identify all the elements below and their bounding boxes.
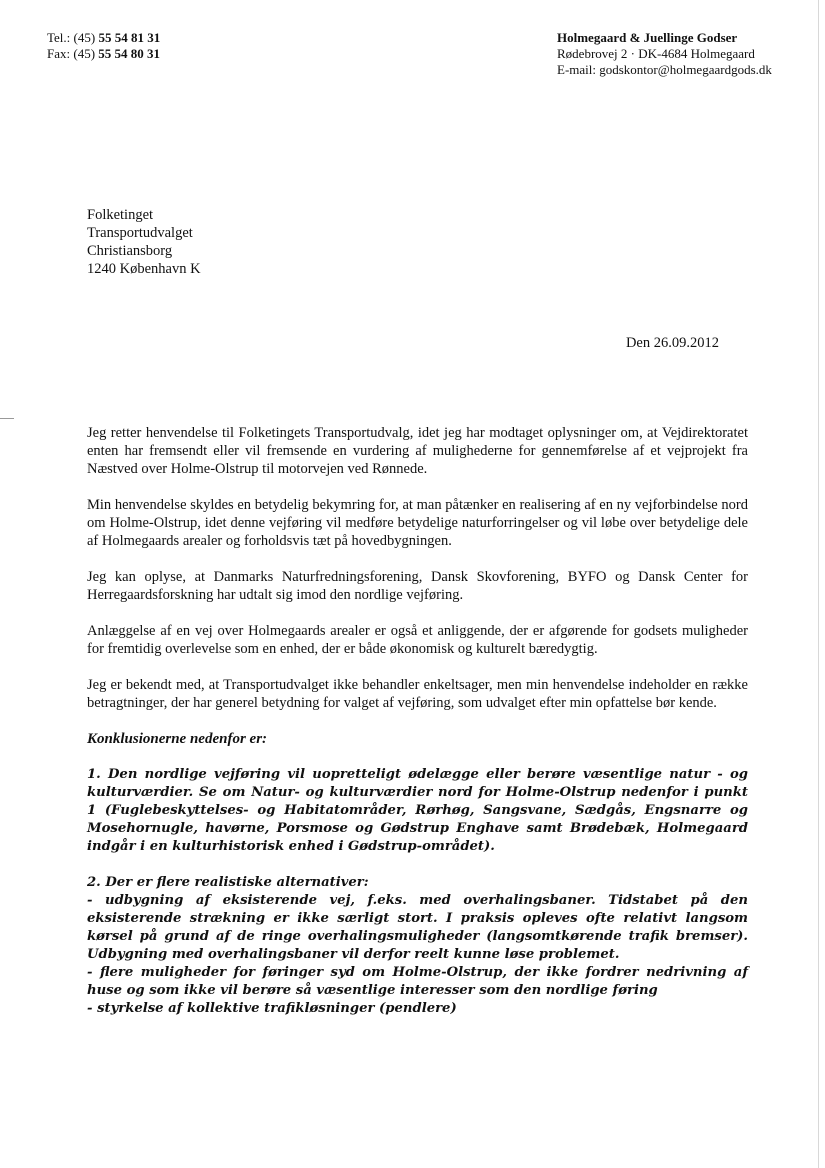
recipient-line: 1240 København K <box>87 261 201 277</box>
recipient-line: Christiansborg <box>87 243 173 259</box>
sender-name: Holmegaard & Juellinge Godser <box>557 30 738 45</box>
conclusion-2 <box>87 874 748 1018</box>
conclusion-2-heading: 2. Der er flere realistiske alternativer: <box>87 875 369 890</box>
phone-label: Tel.: (45) <box>47 30 99 45</box>
body-paragraph: Anlæggelse af en vej over Holmegaards arealer er også et anliggende, der er afgørende for godsets muligheder for fremtidig overlevelse som en enhed, der er både økonomisk og kulturelt bæredygtig. <box>87 623 748 657</box>
recipient-line: Transportudvalget <box>87 225 193 241</box>
body-paragraph: Jeg kan oplyse, at Danmarks Naturfredningsforening, Dansk Skovforening, BYFO og Dansk Center for Herregaardsforskning har udtalt sig imod den nordlige vejføring. <box>87 569 748 603</box>
alternative-item: - udbygning af eksisterende vej, f.eks. med overhalingsbaner. Tidstabet på den eksisterende strækning er ikke særligt stort. I praksis opleves ofte relativt langsom kørsel på grund af de ringe overhalingsmuligheder (langsomtkørende trafik bremser). Udbygning med overhalingsbaner vil derfor reelt kunne løse problemet. <box>87 893 748 962</box>
alternative-item: - flere muligheder for føringer syd om Holme-Olstrup, der ikke fordrer nedrivning af huse og som ikke vil berøre så væsentlige interesser som den nordlige føring <box>87 965 748 998</box>
fax-line <box>47 46 160 62</box>
phone-line <box>47 30 160 46</box>
phone-number: 55 54 81 31 <box>98 30 161 45</box>
sender-email: E-mail: godskontor@holmegaardgods.dk <box>557 62 772 77</box>
scan-edge <box>818 0 819 1168</box>
contact-phone-fax <box>47 30 160 62</box>
fax-label: Fax: (45) <box>47 46 99 61</box>
conclusions <box>87 766 748 1018</box>
alternative-item: - styrkelse af kollektive trafikløsninger (pendlere) <box>87 1001 457 1016</box>
fold-mark <box>0 418 14 419</box>
sender-block <box>557 30 772 78</box>
recipient-address <box>87 206 201 278</box>
conclusion-1: 1. Den nordlige vejføring vil uopretteligt ødelægge eller berøre væsentlige natur - og kulturværdier. Se om Natur- og kulturværdier nord for Holme-Olstrup nedenfor i punkt 1 (Fuglebeskyttelses- og Habitatområder, Rørhøg, Sangsvane, Sædgås, Engsnarre og Mosehornugle, havørne, Porsmose og Gødstrup Enghave samt Brødebæk, Holmegaard indgår i en kulturhistorisk enhed i Gødstrup-området). <box>87 767 748 854</box>
sender-address: Rødebrovej 2 · DK-4684 Holmegaard <box>557 46 755 61</box>
fax-number: 55 54 80 31 <box>98 46 161 61</box>
letter-body <box>87 424 748 1036</box>
body-paragraph: Jeg retter henvendelse til Folketingets Transportudvalg, idet jeg har modtaget oplysninger om, at Vejdirektoratet enten har fremsendt eller vil fremsende en vurdering af mulighederne for gennemførelse af et vejprojekt fra Næstved over Holme-Olstrup til motorvejen ved Rønnede. <box>87 425 748 477</box>
body-paragraph: Jeg er bekendt med, at Transportudvalget ikke behandler enkeltsager, men min henvendelse indeholder en række betragtninger, der har generel betydning for valget af vejføring, som udvalget efter min opfattelse bør kende. <box>87 677 748 711</box>
body-paragraph: Min henvendelse skyldes en betydelig bekymring for, at man påtænker en realisering af en ny vejforbindelse nord om Holme-Olstrup, idet denne vejføring vil medføre betydelige naturforringelser og vil løbe over betydelige dele af Holmegaards arealer og forholdsvis tæt på hovedbygningen. <box>87 497 748 549</box>
recipient-line: Folketinget <box>87 207 154 223</box>
letter-date: Den 26.09.2012 <box>625 335 719 351</box>
conclusions-heading: Konklusionerne nedenfor er: <box>87 731 268 747</box>
